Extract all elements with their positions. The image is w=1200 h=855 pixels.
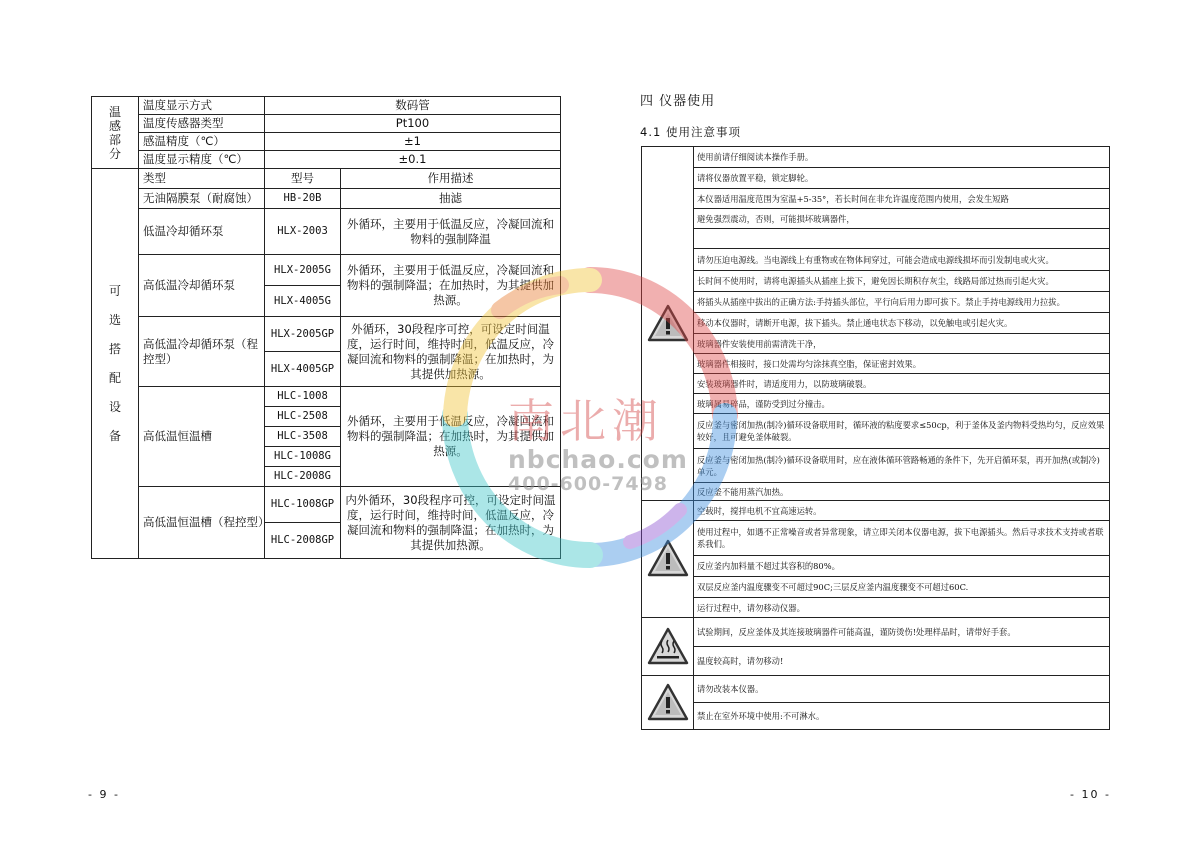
section-title: 四 仪器使用 xyxy=(640,94,716,109)
note-row xyxy=(642,374,1110,394)
temp-value: 数码管 xyxy=(265,97,561,115)
warning-triangle-icon xyxy=(647,683,689,721)
note-row xyxy=(642,271,1110,292)
note-text: 本仪器适用温度范围为室温+5-35°，若长时间在非允许温度范围内使用，会发生短路 xyxy=(694,189,1110,209)
notes-table xyxy=(641,146,1110,730)
option-row xyxy=(92,255,561,286)
option-model: HLX-2005G xyxy=(265,255,341,286)
temp-value: ±0.1 xyxy=(265,151,561,169)
note-row xyxy=(642,414,1110,449)
watermark-phone: 400-600-7498 xyxy=(508,473,668,495)
note-text: 长时间不使用时，请将电源插头从插座上拔下，避免因长期积存灰尘，线路局部过热而引起火灾。 xyxy=(694,271,1110,292)
note-row xyxy=(642,483,1110,501)
note-text: 请将仪器放置平稳，锁定脚轮。 xyxy=(694,168,1110,189)
note-row xyxy=(642,521,1110,556)
hot-surface-icon xyxy=(647,627,689,665)
note-row xyxy=(642,647,1110,676)
option-type: 低温冷却循环泵 xyxy=(139,209,265,255)
option-model: HLC-1008 xyxy=(265,387,341,407)
warning-icon-cell xyxy=(642,147,694,501)
note-text: 反应釜不能用蒸汽加热。 xyxy=(694,483,1110,501)
hot-surface-icon-cell xyxy=(642,618,694,676)
option-type: 高低温恒温槽 xyxy=(139,387,265,487)
option-desc: 抽滤 xyxy=(341,189,561,209)
temp-label: 温度显示方式 xyxy=(139,97,265,115)
option-model: HLX-2005GP xyxy=(265,317,341,352)
page-number: - 10 - xyxy=(1070,788,1111,801)
temp-group-label: 温感部分 xyxy=(92,97,139,169)
warning-triangle-icon xyxy=(647,304,689,342)
note-row xyxy=(642,292,1110,313)
note-text xyxy=(694,229,1110,249)
header-model: 型号 xyxy=(265,169,341,189)
note-text: 温度较高时，请勿移动! xyxy=(694,647,1110,676)
temp-row xyxy=(92,97,561,115)
note-text: 安装玻璃器件时，请适度用力，以防玻璃破裂。 xyxy=(694,374,1110,394)
temp-label: 温度传感器类型 xyxy=(139,115,265,133)
option-type: 高低温冷却循环泵（程控型） xyxy=(139,317,265,387)
note-text: 将插头从插座中拔出的正确方法:手持插头部位，平行向后用力即可拔下。禁止手持电源线用力拉拔。 xyxy=(694,292,1110,313)
note-row xyxy=(642,676,1110,703)
options-group-label: 可选搭配设备 xyxy=(92,169,139,559)
note-text: 请勿压迫电源线。当电源线上有重物或在物体间穿过，可能会造成电源线损坏而引发制电或火灾。 xyxy=(694,249,1110,271)
option-type: 高低温恒温槽（程控型） xyxy=(139,487,265,559)
note-row xyxy=(642,209,1110,229)
note-text: 反应釜与密闭加热(制冷)循环设备联用时，应在液体循环管路畅通的条件下，先开启循环泵，再开加热(或制冷)单元。 xyxy=(694,449,1110,483)
note-row xyxy=(642,501,1110,521)
option-type: 高低温冷却循环泵 xyxy=(139,255,265,317)
option-model: HLC-2008G xyxy=(265,467,341,487)
subsection-title: 4.1 使用注意事项 xyxy=(640,125,741,139)
note-text: 使用前请仔细阅读本操作手册。 xyxy=(694,147,1110,168)
option-desc: 外循环，主要用于低温反应，冷凝回流和物料的强制降温；在加热时，为其提供加热源。 xyxy=(341,255,561,317)
header-desc: 作用描述 xyxy=(341,169,561,189)
note-row xyxy=(642,168,1110,189)
warning-icon-cell xyxy=(642,501,694,618)
note-text: 试验期间，反应釜体及其连接玻璃器件可能高温，谨防烫伤!处理样品时，请带好手套。 xyxy=(694,618,1110,647)
option-desc: 外循环，主要用于低温反应，冷凝回流和物料的强制降温 xyxy=(341,209,561,255)
watermark-url: nbchao.com xyxy=(508,445,688,474)
option-row xyxy=(92,317,561,352)
note-row xyxy=(642,334,1110,354)
note-text: 玻璃属易碎品，谨防受到过分撞击。 xyxy=(694,394,1110,414)
temp-value: ±1 xyxy=(265,133,561,151)
note-row xyxy=(642,618,1110,647)
note-text: 玻璃器件相接时，接口处需均匀涂抹真空脂，保证密封效果。 xyxy=(694,354,1110,374)
note-row xyxy=(642,449,1110,483)
option-model: HLC-2508 xyxy=(265,407,341,427)
temp-row xyxy=(92,151,561,169)
note-row xyxy=(642,703,1110,730)
watermark-brand: 南北潮 xyxy=(508,394,664,448)
options-header-row xyxy=(92,169,561,189)
temp-row xyxy=(92,133,561,151)
note-text: 双层反应釜内温度骤变不可超过90C;三层反应釜内温度骤变不可超过60C. xyxy=(694,577,1110,598)
temp-label: 温度显示精度（℃） xyxy=(139,151,265,169)
temp-value: Pt100 xyxy=(265,115,561,133)
option-row xyxy=(92,189,561,209)
warning-icon-cell xyxy=(642,676,694,730)
temp-row xyxy=(92,115,561,133)
note-row xyxy=(642,354,1110,374)
note-text: 避免强烈震动，否则，可能损坏玻璃器件， xyxy=(694,209,1110,229)
note-row xyxy=(642,577,1110,598)
option-desc: 内外循环，30段程序可控，可设定时间温度，运行时间，维持时间，低温反应，冷凝回流和物料的强制降温；在加热时，为其提供加热源。 xyxy=(341,487,561,559)
option-desc: 外循环，主要用于低温反应，冷凝回流和物料的强制降温；在加热时，为其提供加热源。 xyxy=(341,387,561,487)
page-number: - 9 - xyxy=(88,788,120,801)
note-text: 禁止在室外环境中使用:不可淋水。 xyxy=(694,703,1110,730)
note-row xyxy=(642,394,1110,414)
option-desc: 外循环，30段程序可控，可设定时间温度，运行时间，维持时间，低温反应，冷凝回流和物料的强制降温；在加热时，为其提供加热源。 xyxy=(341,317,561,387)
option-model: HLC-1008G xyxy=(265,447,341,467)
option-model: HB-20B xyxy=(265,189,341,209)
note-text: 移动本仪器时，请断开电源，拔下插头。禁止通电状态下移动，以免触电或引起火灾。 xyxy=(694,313,1110,334)
option-model: HLX-4005GP xyxy=(265,352,341,387)
note-row xyxy=(642,189,1110,209)
option-model: HLX-4005G xyxy=(265,286,341,317)
right-page xyxy=(600,0,1200,855)
note-text: 使用过程中，如遇不正常噪音或者异常现象，请立即关闭本仪器电源，拔下电源插头。然后寻求技术支持或者联系我们。 xyxy=(694,521,1110,556)
warning-triangle-icon xyxy=(647,539,689,577)
option-type: 无油隔膜泵（耐腐蚀） xyxy=(139,189,265,209)
option-model: HLC-1008GP xyxy=(265,487,341,523)
temp-label: 感温精度（℃） xyxy=(139,133,265,151)
note-text: 反应釜与密闭加热(制冷)循环设备联用时，循环液的粘度要求≤50cp，利于釜体及釜内物料受热均匀，反应效果较好，且可避免釜体破裂。 xyxy=(694,414,1110,449)
note-text: 反应釜内加料量不超过其容积的80%。 xyxy=(694,556,1110,577)
option-row xyxy=(92,387,561,407)
header-type: 类型 xyxy=(139,169,265,189)
spec-table xyxy=(91,96,561,559)
option-model: HLC-3508 xyxy=(265,427,341,447)
note-row xyxy=(642,598,1110,618)
note-row xyxy=(642,556,1110,577)
note-text: 玻璃器件安装使用前需清洗干净， xyxy=(694,334,1110,354)
option-row xyxy=(92,487,561,523)
option-model: HLX-2003 xyxy=(265,209,341,255)
option-row xyxy=(92,209,561,255)
note-text: 空载时，搅拌电机不宜高速运转。 xyxy=(694,501,1110,521)
note-row xyxy=(642,229,1110,249)
note-row xyxy=(642,147,1110,168)
note-text: 请勿改装本仪器。 xyxy=(694,676,1110,703)
note-row xyxy=(642,313,1110,334)
note-row xyxy=(642,249,1110,271)
option-model: HLC-2008GP xyxy=(265,523,341,559)
note-text: 运行过程中，请勿移动仪器。 xyxy=(694,598,1110,618)
